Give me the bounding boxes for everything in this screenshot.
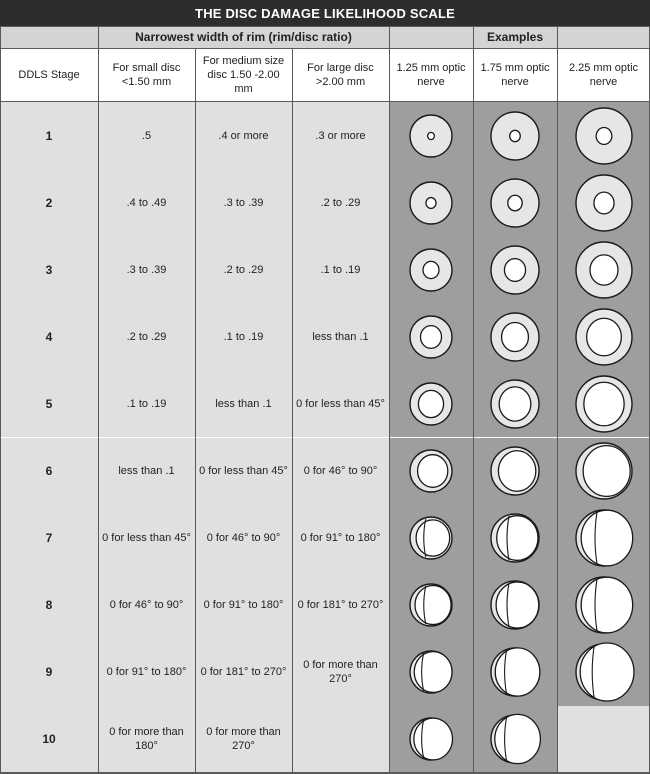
example-disc-1-25mm: [407, 581, 455, 629]
optic-cup: [415, 586, 451, 625]
example-disc-1-75mm: [488, 444, 542, 498]
example-cell: [389, 236, 473, 303]
example-disc-2-25mm: [573, 306, 635, 368]
example-cell: [389, 102, 473, 169]
example-disc-1-75mm: [488, 645, 542, 699]
example-cell: [473, 639, 557, 706]
example-cell: [557, 370, 650, 437]
example-disc-1-25mm: [407, 112, 455, 160]
large-disc-cell: 0 for more than 270°: [292, 639, 389, 706]
optic-cup: [583, 446, 630, 497]
example-disc-1-25mm: [407, 246, 455, 294]
grid-line: [389, 26, 390, 773]
medium-disc-cell: 0 for 46° to 90°: [195, 505, 292, 572]
header-stage-blank: [0, 26, 98, 48]
grid-line: [195, 48, 196, 773]
example-disc-1-25mm: [407, 179, 455, 227]
optic-cup: [418, 455, 448, 488]
large-disc-cell: 0 for less than 45°: [292, 370, 389, 437]
example-cell: [557, 438, 650, 505]
large-disc-cell: less than .1: [292, 303, 389, 370]
medium-disc-cell: .1 to .19: [195, 303, 292, 370]
optic-cup: [498, 451, 535, 491]
header-large-disc: For large disc >2.00 mm: [292, 48, 389, 102]
grid-line: [0, 26, 1, 773]
header-example-3: 2.25 mm optic nerve: [557, 48, 650, 102]
small-disc-cell: .1 to .19: [98, 370, 195, 437]
optic-cup: [414, 719, 453, 761]
example-disc-2-25mm: [573, 239, 635, 301]
medium-disc-cell: 0 for less than 45°: [195, 438, 292, 505]
optic-cup: [510, 130, 521, 141]
small-disc-cell: .3 to .39: [98, 236, 195, 303]
optic-cup: [508, 195, 522, 211]
table-title: THE DISC DAMAGE LIKELIHOOD SCALE: [0, 0, 650, 26]
medium-disc-cell: less than .1: [195, 370, 292, 437]
stage-cell: 10: [0, 706, 98, 773]
example-cell: [473, 102, 557, 169]
optic-cup: [426, 197, 436, 208]
example-cell: [473, 706, 557, 773]
optic-cup: [496, 582, 539, 628]
optic-cup: [416, 520, 450, 556]
grid-line: [98, 26, 99, 773]
optic-cup: [593, 192, 613, 214]
header-examples-blank-2: [557, 26, 650, 48]
example-cell: [557, 572, 650, 639]
large-disc-cell: 0 for 91° to 180°: [292, 505, 389, 572]
example-cell: [557, 639, 650, 706]
header-small-disc: For small disc <1.50 mm: [98, 48, 195, 102]
header-medium-disc: For medium size disc 1.50 -2.00 mm: [195, 48, 292, 102]
stage-cell: 7: [0, 505, 98, 572]
large-disc-cell: .3 or more: [292, 102, 389, 169]
example-cell: [473, 572, 557, 639]
example-cell: [557, 102, 650, 169]
example-cell: [557, 303, 650, 370]
example-cell: [473, 370, 557, 437]
example-disc-1-75mm: [488, 109, 542, 163]
example-disc-1-25mm: [407, 715, 455, 763]
example-disc-2-25mm: [573, 373, 635, 435]
stage-cell: 6: [0, 438, 98, 505]
empty-example-cell: [557, 706, 650, 773]
optic-cup: [580, 643, 634, 701]
example-cell: [473, 303, 557, 370]
example-cell: [389, 169, 473, 236]
optic-cup: [497, 516, 538, 561]
example-cell: [389, 572, 473, 639]
example-disc-2-25mm: [573, 440, 635, 502]
medium-disc-cell: .4 or more: [195, 102, 292, 169]
medium-disc-cell: 0 for 181° to 270°: [195, 639, 292, 706]
example-disc-1-25mm: [407, 648, 455, 696]
medium-disc-cell: 0 for 91° to 180°: [195, 572, 292, 639]
example-cell: [473, 236, 557, 303]
optic-cup: [418, 390, 443, 417]
optic-cup: [414, 652, 452, 693]
small-disc-cell: .5: [98, 102, 195, 169]
small-disc-cell: less than .1: [98, 438, 195, 505]
example-disc-1-25mm: [407, 447, 455, 495]
example-cell: [389, 505, 473, 572]
small-disc-cell: 0 for more than 180°: [98, 706, 195, 773]
example-cell: [389, 370, 473, 437]
optic-cup: [428, 132, 435, 139]
large-disc-cell: 0 for 46° to 90°: [292, 438, 389, 505]
example-disc-2-25mm: [573, 507, 635, 569]
example-cell: [473, 169, 557, 236]
stage-cell: 9: [0, 639, 98, 706]
optic-cup: [499, 387, 531, 421]
optic-cup: [590, 255, 618, 285]
optic-cup: [581, 510, 633, 566]
example-disc-2-25mm: [573, 574, 635, 636]
small-disc-cell: 0 for 91° to 180°: [98, 639, 195, 706]
grid-line: [557, 26, 558, 773]
example-disc-1-25mm: [407, 380, 455, 428]
header-examples-blank: [389, 26, 473, 48]
stage-cell: 8: [0, 572, 98, 639]
small-disc-cell: .4 to .49: [98, 169, 195, 236]
large-disc-cell: .2 to .29: [292, 169, 389, 236]
medium-disc-cell: 0 for more than 270°: [195, 706, 292, 773]
header-examples-group: Examples: [473, 26, 557, 48]
example-disc-2-25mm: [573, 172, 635, 234]
example-cell: [557, 236, 650, 303]
optic-cup: [596, 127, 612, 144]
small-disc-cell: .2 to .29: [98, 303, 195, 370]
example-disc-1-75mm: [488, 377, 542, 431]
example-cell: [389, 438, 473, 505]
optic-cup: [586, 318, 621, 355]
stage-cell: 1: [0, 102, 98, 169]
small-disc-cell: 0 for 46° to 90°: [98, 572, 195, 639]
optic-cup: [495, 648, 540, 696]
example-disc-1-25mm: [407, 514, 455, 562]
header-example-1: 1.25 mm optic nerve: [389, 48, 473, 102]
optic-cup: [581, 577, 633, 633]
small-disc-cell: 0 for less than 45°: [98, 505, 195, 572]
example-disc-1-25mm: [407, 313, 455, 361]
example-cell: [473, 505, 557, 572]
optic-cup: [495, 715, 541, 764]
medium-disc-cell: .2 to .29: [195, 236, 292, 303]
example-cell: [557, 505, 650, 572]
header-example-2: 1.75 mm optic nerve: [473, 48, 557, 102]
example-cell: [389, 303, 473, 370]
example-cell: [473, 438, 557, 505]
example-disc-2-25mm: [573, 641, 635, 703]
example-disc-1-75mm: [488, 243, 542, 297]
large-disc-cell: [292, 706, 389, 773]
example-cell: [557, 169, 650, 236]
optic-cup: [502, 322, 529, 351]
stage-cell: 4: [0, 303, 98, 370]
example-cell: [389, 706, 473, 773]
optic-cup: [421, 326, 442, 349]
header-rim-group: Narrowest width of rim (rim/disc ratio): [98, 26, 389, 48]
medium-disc-cell: .3 to .39: [195, 169, 292, 236]
example-disc-1-75mm: [488, 511, 542, 565]
stage-cell: 3: [0, 236, 98, 303]
example-disc-1-75mm: [488, 176, 542, 230]
example-disc-1-75mm: [488, 578, 542, 632]
large-disc-cell: 0 for 181° to 270°: [292, 572, 389, 639]
optic-cup: [423, 261, 439, 278]
example-cell: [389, 639, 473, 706]
example-disc-1-75mm: [488, 310, 542, 364]
example-disc-1-75mm: [488, 712, 542, 766]
optic-cup: [504, 258, 525, 281]
large-disc-cell: .1 to .19: [292, 236, 389, 303]
example-disc-2-25mm: [573, 105, 635, 167]
stage-cell: 5: [0, 370, 98, 437]
grid-line: [292, 48, 293, 773]
stage-cell: 2: [0, 169, 98, 236]
header-stage: DDLS Stage: [0, 48, 98, 102]
grid-line: [473, 26, 474, 773]
optic-cup: [583, 382, 623, 426]
